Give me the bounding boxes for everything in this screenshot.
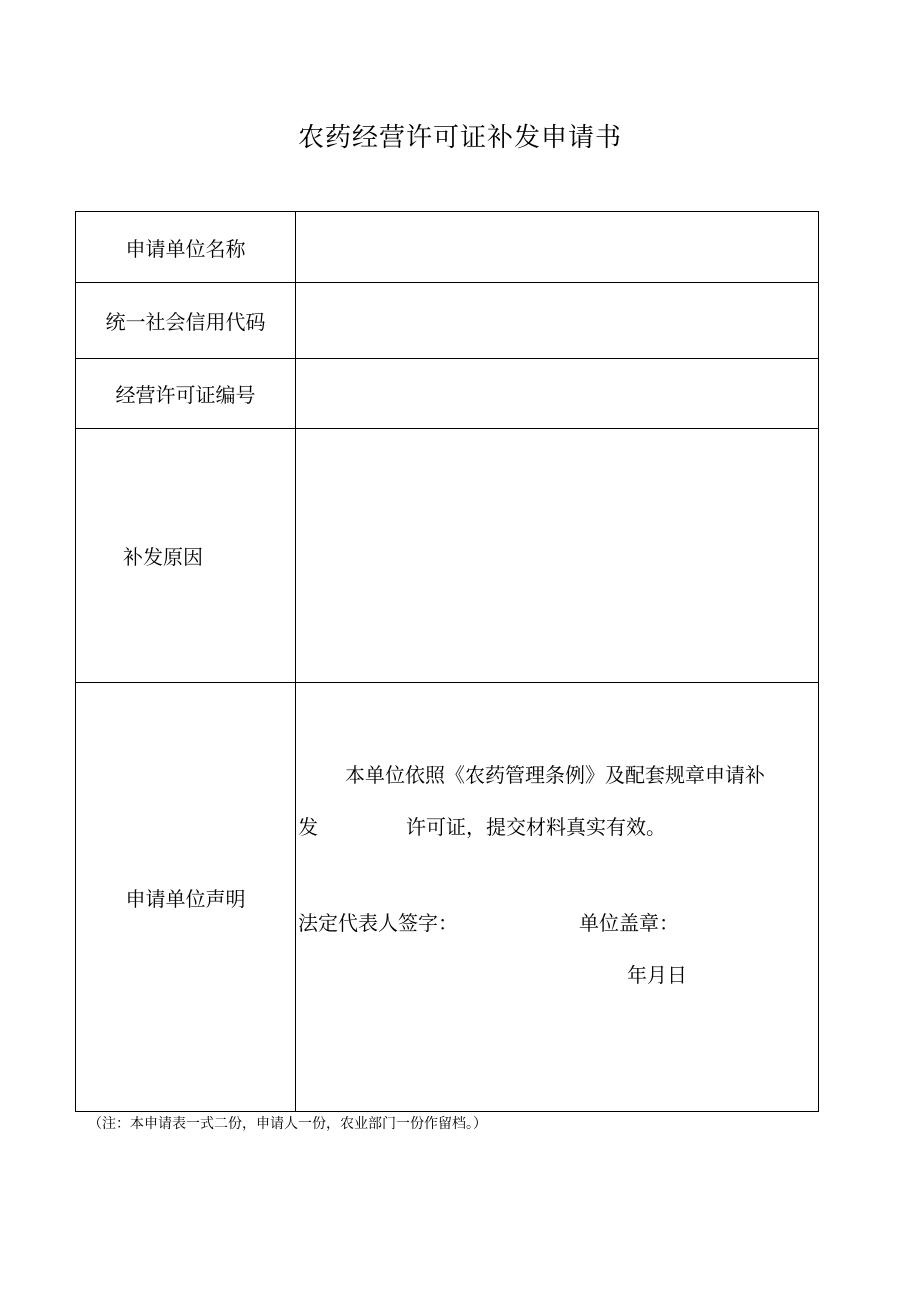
footnote: （注：本申请表一式二份，申请人一份，农业部门一份作留档。）	[88, 1116, 487, 1132]
row-applicant-name	[76, 212, 818, 283]
declaration-line-2-start: 发	[298, 815, 318, 839]
reissue-reason-label: 补发原因	[76, 429, 296, 682]
page-title: 农药经营许可证补发申请书	[297, 123, 622, 153]
declaration-line-1: 本单位依照《农药管理条例》及配套规章申请补	[345, 763, 765, 787]
row-license-number	[76, 359, 818, 429]
seal-label: 单位盖章：	[579, 911, 679, 935]
row-reissue-reason	[76, 429, 818, 683]
credit-code-label: 统一社会信用代码	[76, 283, 296, 358]
declaration-content	[296, 683, 818, 1111]
applicant-name-label: 申请单位名称	[76, 212, 296, 282]
date-label: 年月日	[627, 963, 687, 987]
license-number-field[interactable]	[296, 359, 818, 428]
license-number-label: 经营许可证编号	[76, 359, 296, 428]
signature-label: 法定代表人签字：	[298, 911, 458, 935]
credit-code-field[interactable]	[296, 283, 818, 358]
row-credit-code	[76, 283, 818, 359]
reissue-reason-field[interactable]	[296, 429, 818, 682]
application-form-table	[75, 211, 819, 1112]
declaration-label: 申请单位声明	[76, 683, 296, 1111]
declaration-line-2-end: 许可证，提交材料真实有效。	[406, 815, 666, 839]
row-declaration	[76, 683, 818, 1111]
applicant-name-field[interactable]	[296, 212, 818, 282]
